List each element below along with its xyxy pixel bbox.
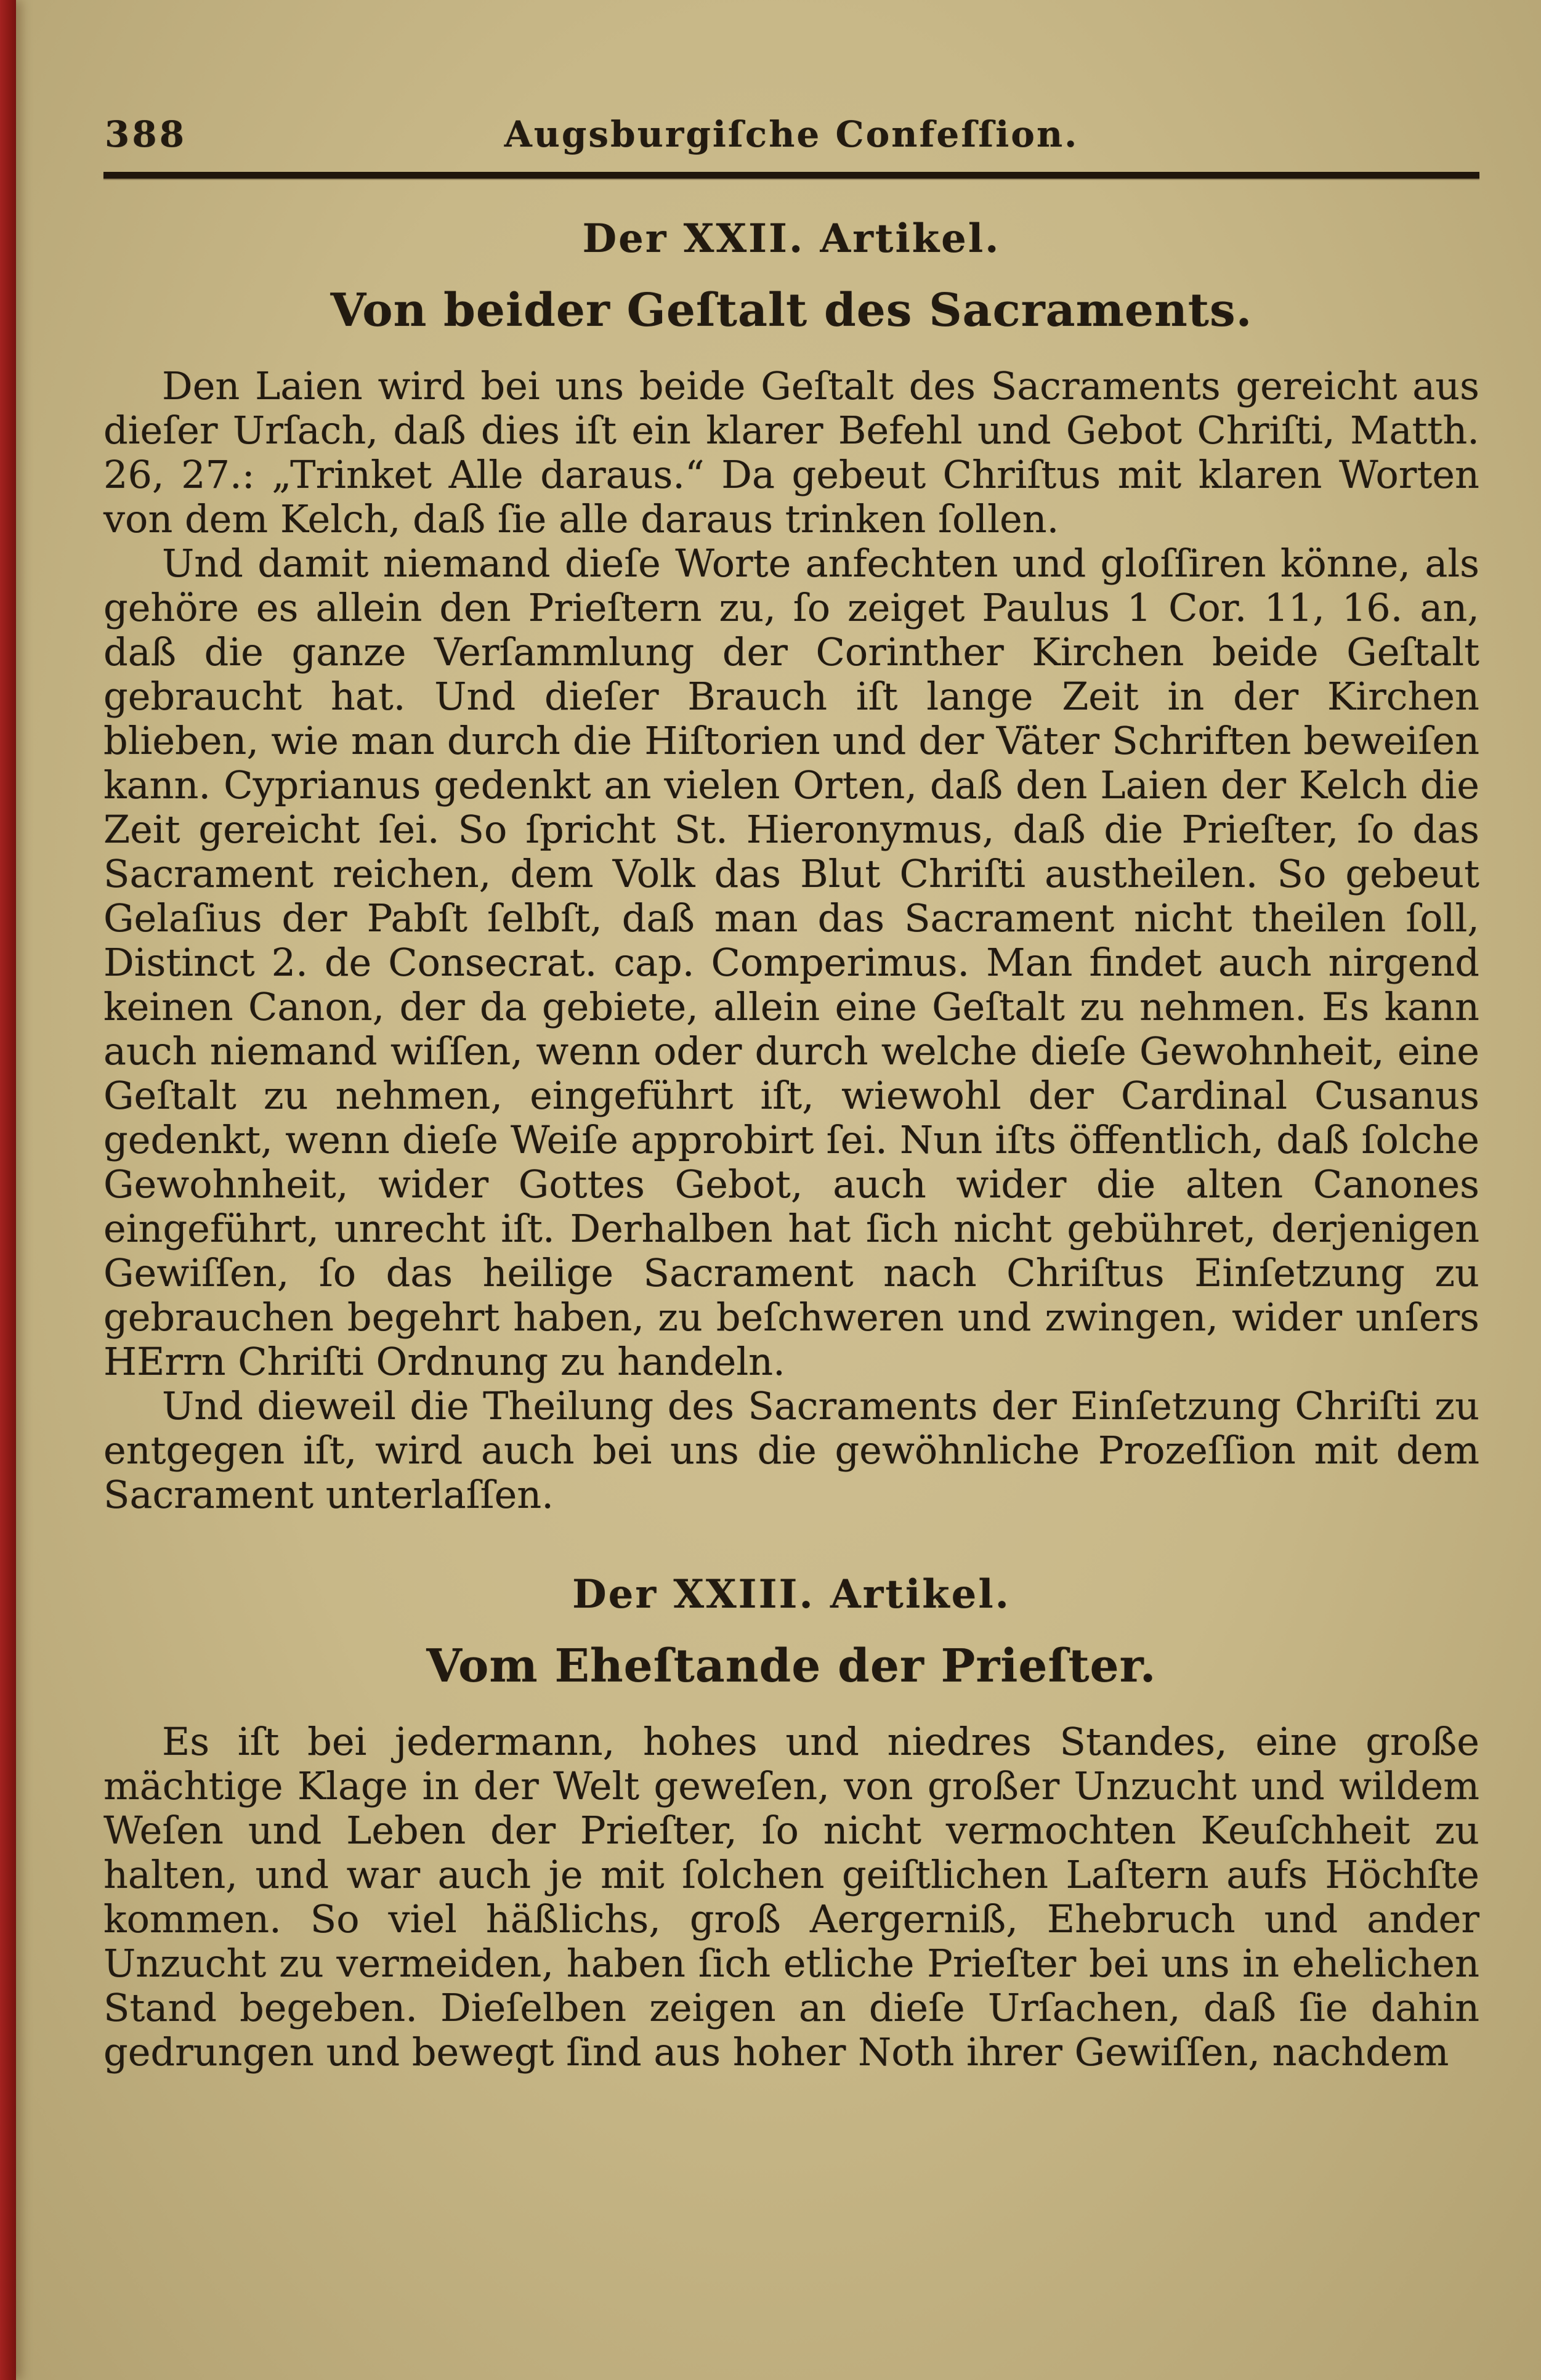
book-binding-edge <box>0 0 16 2380</box>
header-rule <box>103 172 1479 179</box>
article-23-heading: Der XXIII. Artikel. <box>572 1571 1011 1617</box>
running-title: Augsburgiſche Confeſſion. <box>504 113 1079 155</box>
body-paragraph: Es iſt bei jedermann, hohes und niedres Standes, eine große mächtige Klage in der Welt geweſen, von großer Unzucht und wildem Weſen und Leben der Prieſter, ſo nicht vermochten Keuſchheit zu halten, und war auch je mit ſolchen geiſtlichen Laſtern aufs Höchſte kommen. So viel häßlichs, groß Aergerniß, Ehebruch und ander Unzucht zu vermeiden, haben ſich etliche Prieſter bei uns in ehelichen Stand begeben. Dieſelben zeigen an dieſe Urſachen, daß ſie dahin gedrungen und bewegt ſind aus hoher Noth ihrer Gewiſſen, nachdem <box>103 1719 1479 2074</box>
article-22-subheading: Von beider Geſtalt des Sacraments. <box>330 284 1253 337</box>
body-paragraph: Und dieweil die Theilung des Sacraments der Einſetzung Chriſti zu entgegen iſt, wird auch bei uns die gewöhnliche Prozeſſion mit dem Sacrament unterlaſſen. <box>103 1383 1479 1517</box>
article-22-section <box>103 216 1479 1517</box>
article-23-subheading: Vom Eheſtande der Prieſter. <box>426 1640 1157 1693</box>
article-23-section <box>103 1571 1479 2074</box>
body-paragraph: Den Laien wird bei uns beide Geſtalt des Sacraments gereicht aus dieſer Urſach, daß dies iſt ein klarer Befehl und Gebot Chriſti, Matth. 26, 27.: „Trinket Alle daraus.“ Da gebeut Chriſtus mit klaren Worten von dem Kelch, daß ſie alle daraus trinken ſollen. <box>103 363 1479 541</box>
page-header <box>103 114 1479 155</box>
body-paragraph: Und damit niemand dieſe Worte anfechten und gloſſiren könne, als gehöre es allein den Prieſtern zu, ſo zeiget Paulus 1 Cor. 11, 16. an, daß die ganze Verſammlung der Corinther Kirchen beide Geſtalt gebraucht hat. Und dieſer Brauch iſt lange Zeit in der Kirchen blieben, wie man durch die Hiſtorien und der Väter Schriften beweiſen kann. Cyprianus gedenkt an vielen Orten, daß den Laien der Kelch die Zeit gereicht ſei. So ſpricht St. Hieronymus, daß die Prieſter, ſo das Sacrament reichen, dem Volk das Blut Chriſti austheilen. So gebeut Gelaſius der Pabſt ſelbſt, daß man das Sacrament nicht theilen ſoll, Distinct 2. de Consecrat. cap. Comperimus. Man findet auch nirgend keinen Canon, der da gebiete, allein eine Geſtalt zu nehmen. Es kann auch niemand wiſſen, wenn oder durch welche dieſe Gewohnheit, eine Geſtalt zu nehmen, eingeführt iſt, wiewohl der Cardinal Cusanus gedenkt, wenn dieſe Weiſe approbirt ſei. Nun iſts öffentlich, daß ſolche Gewohnheit, wider Gottes Gebot, auch wider die alten Canones eingeführt, unrecht iſt. Derhalben hat ſich nicht gebühret, derjenigen Gewiſſen, ſo das heilige Sacrament nach Chriſtus Einſetzung zu gebrauchen begehrt haben, zu beſchweren und zwingen, wider unſers HErrn Chriſti Ordnung zu handeln. <box>103 541 1479 1384</box>
article-22-heading: Der XXII. Artikel. <box>582 216 1001 262</box>
page-content <box>103 114 1479 2074</box>
page-number: 388 <box>105 113 187 155</box>
